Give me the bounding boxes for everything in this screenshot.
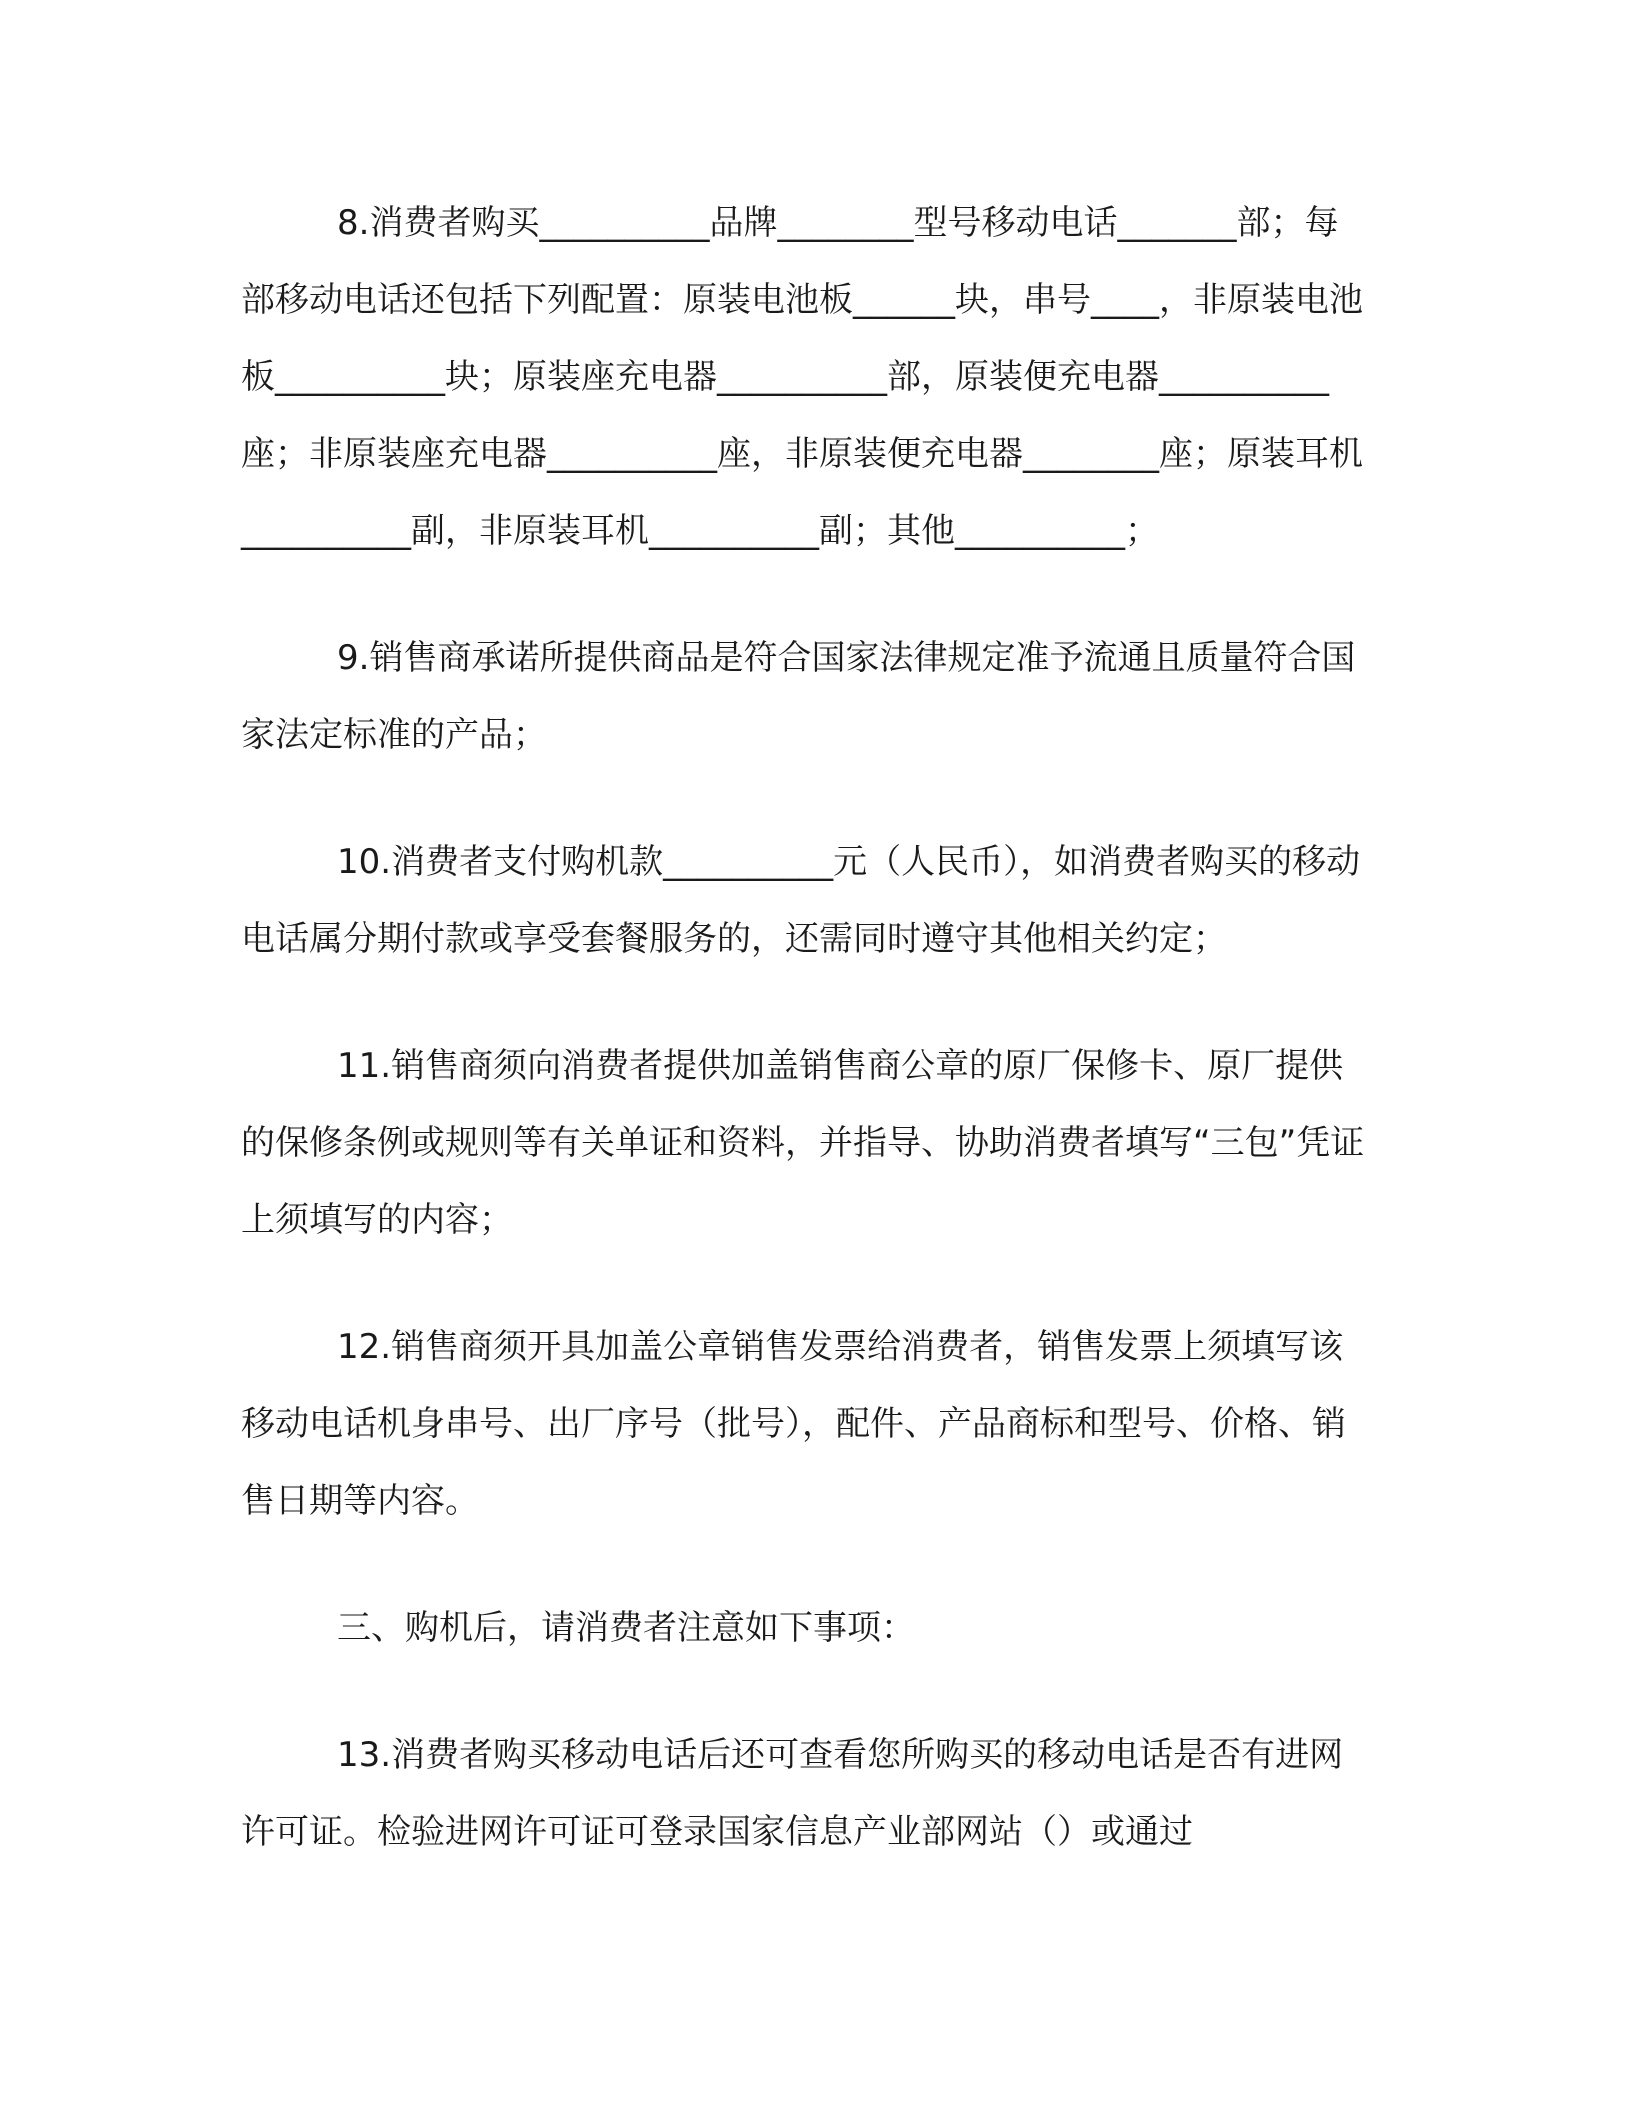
document-body bbox=[241, 185, 1371, 1871]
clause-12-paragraph: 12.销售商须开具加盖公章销售发票给消费者，销售发票上须填写该移动电话机身串号、出厂序号（批号），配件、产品商标和型号、价格、销售日期等内容。 bbox=[241, 1327, 1346, 1521]
clause-9-paragraph: 9.销售商承诺所提供商品是符合国家法律规定准予流通且质量符合国家法定标准的产品； bbox=[241, 638, 1356, 755]
section-three-heading: 三、购机后，请消费者注意如下事项： bbox=[337, 1608, 915, 1648]
clause-13-paragraph: 13.消费者购买移动电话后还可查看您所购买的移动电话是否有进网许可证。检验进网许可证可登录国家信息产业部网站（）或通过 bbox=[241, 1735, 1344, 1852]
clause-10-paragraph: 10.消费者支付购机款__________元（人民币），如消费者购买的移动电话属分期付款或享受套餐服务的，还需同时遵守其他相关约定； bbox=[241, 842, 1361, 959]
clause-8-paragraph: 8.消费者购买__________品牌________型号移动电话_______部；每部移动电话还包括下列配置：原装电池板______块，串号____，非原装电池板__________块；原装座充电器__________部，原装便充电器__________座；非原装座充电器__________座，非原装便充电器________座；原装耳机__________副，非原装耳机__________副；其他__________； bbox=[241, 203, 1363, 551]
clause-11-paragraph: 11.销售商须向消费者提供加盖销售商公章的原厂保修卡、原厂提供的保修条例或规则等有关单证和资料，并指导、协助消费者填写“三包”凭证上须填写的内容； bbox=[241, 1046, 1365, 1240]
